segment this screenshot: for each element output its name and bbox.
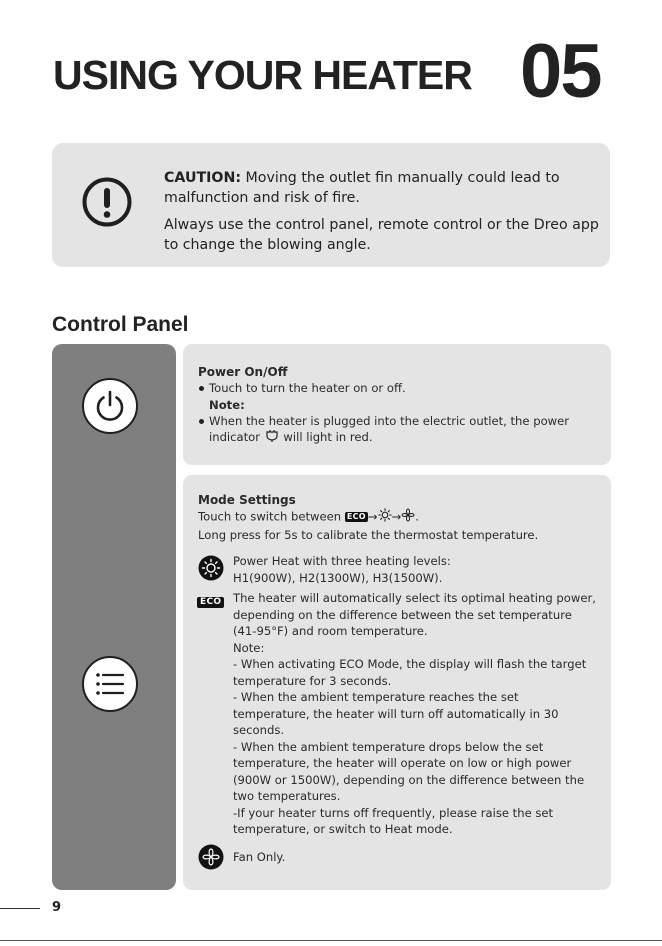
- eco-line: temperature for 3 seconds.: [233, 673, 392, 688]
- section-title: Control Panel: [52, 313, 189, 336]
- footer-rule: [0, 908, 40, 909]
- power-note-label: Note:: [209, 397, 245, 412]
- caution-line-2: Always use the control panel, remote control or the Dreo app to change the blowing angle.: [164, 217, 599, 253]
- power-bullet-1: Touch to turn the heater on or off.: [198, 380, 598, 396]
- caution-text: [164, 168, 604, 262]
- eco-line: (41-95°F) and room temperature.: [233, 624, 428, 638]
- eco-line: The heater will automatically select its optimal heating power,: [233, 591, 596, 605]
- fan-icon: [401, 508, 415, 526]
- mode-heading: Mode Settings: [198, 493, 296, 507]
- plug-indicator-icon: [264, 430, 280, 446]
- eco-badge-icon: [197, 592, 224, 611]
- heat-line: Power Heat with three heating levels:: [233, 554, 451, 568]
- heat-mode-text: [233, 553, 603, 586]
- mode-switch-period: .: [415, 509, 419, 524]
- eco-line: -If your heater turns off frequently, please raise the set: [233, 805, 554, 820]
- power-card-text: [198, 364, 598, 446]
- mode-long-press: Long press for 5s to calibrate the thermostat temperature.: [198, 527, 539, 542]
- eco-line: - When the ambient temperature reaches the set: [233, 690, 519, 704]
- power-bullet-2-text: When the heater is plugged into the electric outlet, the power indicator: [209, 413, 570, 445]
- eco-line: - When the ambient temperature drops below the set: [233, 739, 544, 754]
- heat-sun-icon: [198, 555, 224, 585]
- eco-line: temperature, the heater will operate on low or high power: [233, 756, 572, 770]
- fan-icon: [198, 844, 224, 874]
- menu-list-icon: [82, 656, 138, 712]
- eco-badge-label: ECO: [197, 597, 224, 608]
- eco-line: depending on the difference between the set temperature: [233, 607, 572, 622]
- fan-mode-text: Fan Only.: [233, 850, 286, 864]
- chapter-number: 05: [520, 29, 601, 114]
- eco-line: Note:: [233, 640, 265, 655]
- eco-mode-text: [233, 590, 603, 838]
- power-icon: [82, 378, 138, 434]
- caution-line-1: [164, 168, 604, 208]
- eco-line: - When activating ECO Mode, the display will flash the target: [233, 657, 587, 671]
- eco-line: temperature, or switch to Heat mode.: [233, 822, 453, 836]
- eco-line: (900W or 1500W), depending on the difference between the: [233, 772, 585, 787]
- mode-card-header: [198, 492, 603, 543]
- power-heading: Power On/Off: [198, 365, 288, 379]
- page-bottom-rule: [0, 940, 662, 941]
- eco-line: temperature, the heater will turn off automatically in 30: [233, 706, 559, 721]
- heat-line: H1(900W), H2(1300W), H3(1500W).: [233, 570, 443, 585]
- power-bullet-2: [198, 413, 598, 446]
- mode-arrow-2: →: [391, 509, 402, 524]
- eco-line: two temperatures.: [233, 789, 341, 803]
- eco-badge-icon: ECO: [346, 512, 366, 522]
- page-title: USING YOUR HEATER: [53, 52, 472, 98]
- eco-line: seconds.: [233, 723, 285, 737]
- caution-message: Moving the outlet fin manually could lead to malfunction and risk of fire.: [164, 170, 560, 206]
- page-number: 9: [52, 900, 62, 915]
- exclamation-circle-icon: [81, 176, 133, 228]
- mode-arrow-1: →: [367, 509, 378, 524]
- mode-switch-text: Touch to switch between: [198, 509, 342, 524]
- heat-sun-icon: [378, 508, 392, 526]
- power-bullet-2-tail: will light in red.: [283, 430, 373, 445]
- caution-label: CAUTION:: [164, 170, 242, 186]
- mode-switch-line: [198, 508, 603, 526]
